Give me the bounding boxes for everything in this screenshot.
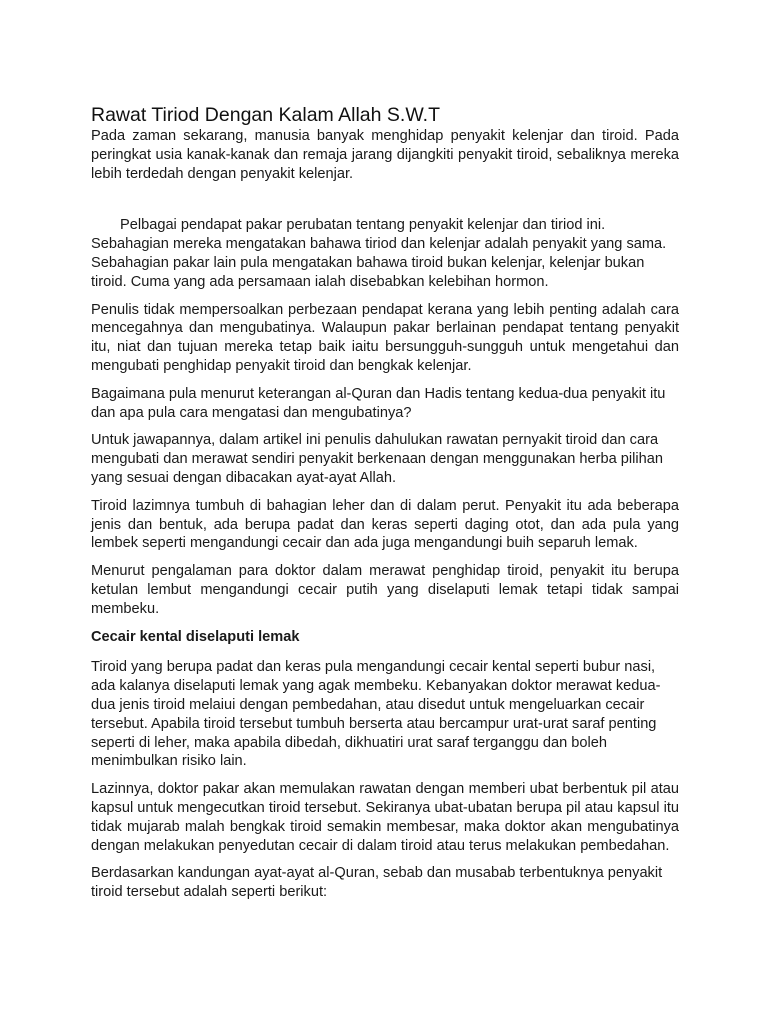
paragraph-author-view: Penulis tidak mempersoalkan perbezaan pendapat kerana yang lebih penting adalah cara mencegahnya dan mengubatinya. Walaupun pakar berlainan pendapat tentang penyakit itu, niat dan tujuan mereka tetap baik iaitu bersungguh-sungguh untuk mengetahui dan mengubati penghidap penyakit tiroid dan bengkak kelenjar.: [91, 301, 679, 374]
document-body: [91, 104, 679, 911]
paragraph-doctor-experience: Menurut pengalaman para doktor dalam merawat penghidap tiroid, penyakit itu berupa ketulan lembut mengandungi cecair putih yang diselaputi lemak tetapi tidak sampai membeku.: [91, 563, 679, 617]
paragraph-opinions: Pelbagai pendapat pakar perubatan tentang penyakit kelenjar dan tiriod ini. Sebahagian mereka mengatakan bahawa tiriod dan kelenjar adalah penyakit yang sama. Sebahagian pakar lain pula mengatakan bahawa tiroid bukan kelenjar, kelenjar bukan tiroid. Cuma yang ada persamaan ialah disebabkan kelebihan hormon.: [91, 217, 667, 290]
document-title: Rawat Tiriod Dengan Kalam Allah S.W.T: [91, 104, 440, 126]
paragraph-hard-tiroid: Tiroid yang berupa padat dan keras pula mengandungi cecair kental seperti bubur nasi, ada kalanya diselaputi lemak yang agak membeku. Kebanyakan doktor merawat kedua-dua jenis tiroid melaiui dengan pembedahan, atau disedut untuk mengeluarkan cecair tersebut. Apabila tiroid tersebut tumbuh berserta atau bercampur urat-urat saraf penting seperti di leher, maka apabila dibedah, dikhuatiri urat saraf terganggu dan boleh menimbulkan risiko lain.: [91, 659, 661, 770]
paragraph-question: Bagaimana pula menurut keterangan al-Quran dan Hadis tentang kedua-dua penyakit itu dan apa pula cara mengatasi dan mengubatinya?: [91, 385, 666, 421]
paragraph-treatment: Lazinnya, doktor pakar akan memulakan rawatan dengan memberi ubat berbentuk pil atau kapsul untuk mengecutkan tiroid tersebut. Sekiranya ubat-ubatan berupa pil atau kapsul itu tidak mujarab malah bengkak tiroid semakin membesar, maka doktor akan mengubatinya dengan melakukan penyedutan cecair di dalam tiroid atau terus melakukan pembedahan.: [91, 781, 679, 854]
paragraph-answer: Untuk jawapannya, dalam artikel ini penulis dahulukan rawatan pernyakit tiroid dan cara mengubati dan merawat sendiri penyakit berkenaan dengan menggunakan herba pilihan yang sesuai dengan dibacakan ayat-ayat Allah.: [91, 432, 663, 486]
paragraph-intro: Pada zaman sekarang, manusia banyak menghidap penyakit kelenjar dan tiroid. Pada peringkat usia kanak-kanak dan remaja jarang dijangkiti penyakit tiroid, sebaliknya mereka lebih terdedah dengan penyakit kelenjar.: [91, 128, 679, 182]
paragraph-quran-basis: Berdasarkan kandungan ayat-ayat al-Quran, sebab dan musabab terbentuknya penyakit tiroid tersebut adalah seperti berikut:: [91, 865, 663, 901]
paragraph-tiroid-types: Tiroid lazimnya tumbuh di bahagian leher dan di dalam perut. Penyakit itu ada beberapa jenis dan bentuk, ada berupa padat dan keras seperti daging otot, dan ada pula yang lembek seperti mengandungi cecair dan ada juga mengandungi buih separuh lemak.: [91, 497, 679, 552]
section-subheading: Cecair kental diselaputi lemak: [91, 628, 300, 645]
